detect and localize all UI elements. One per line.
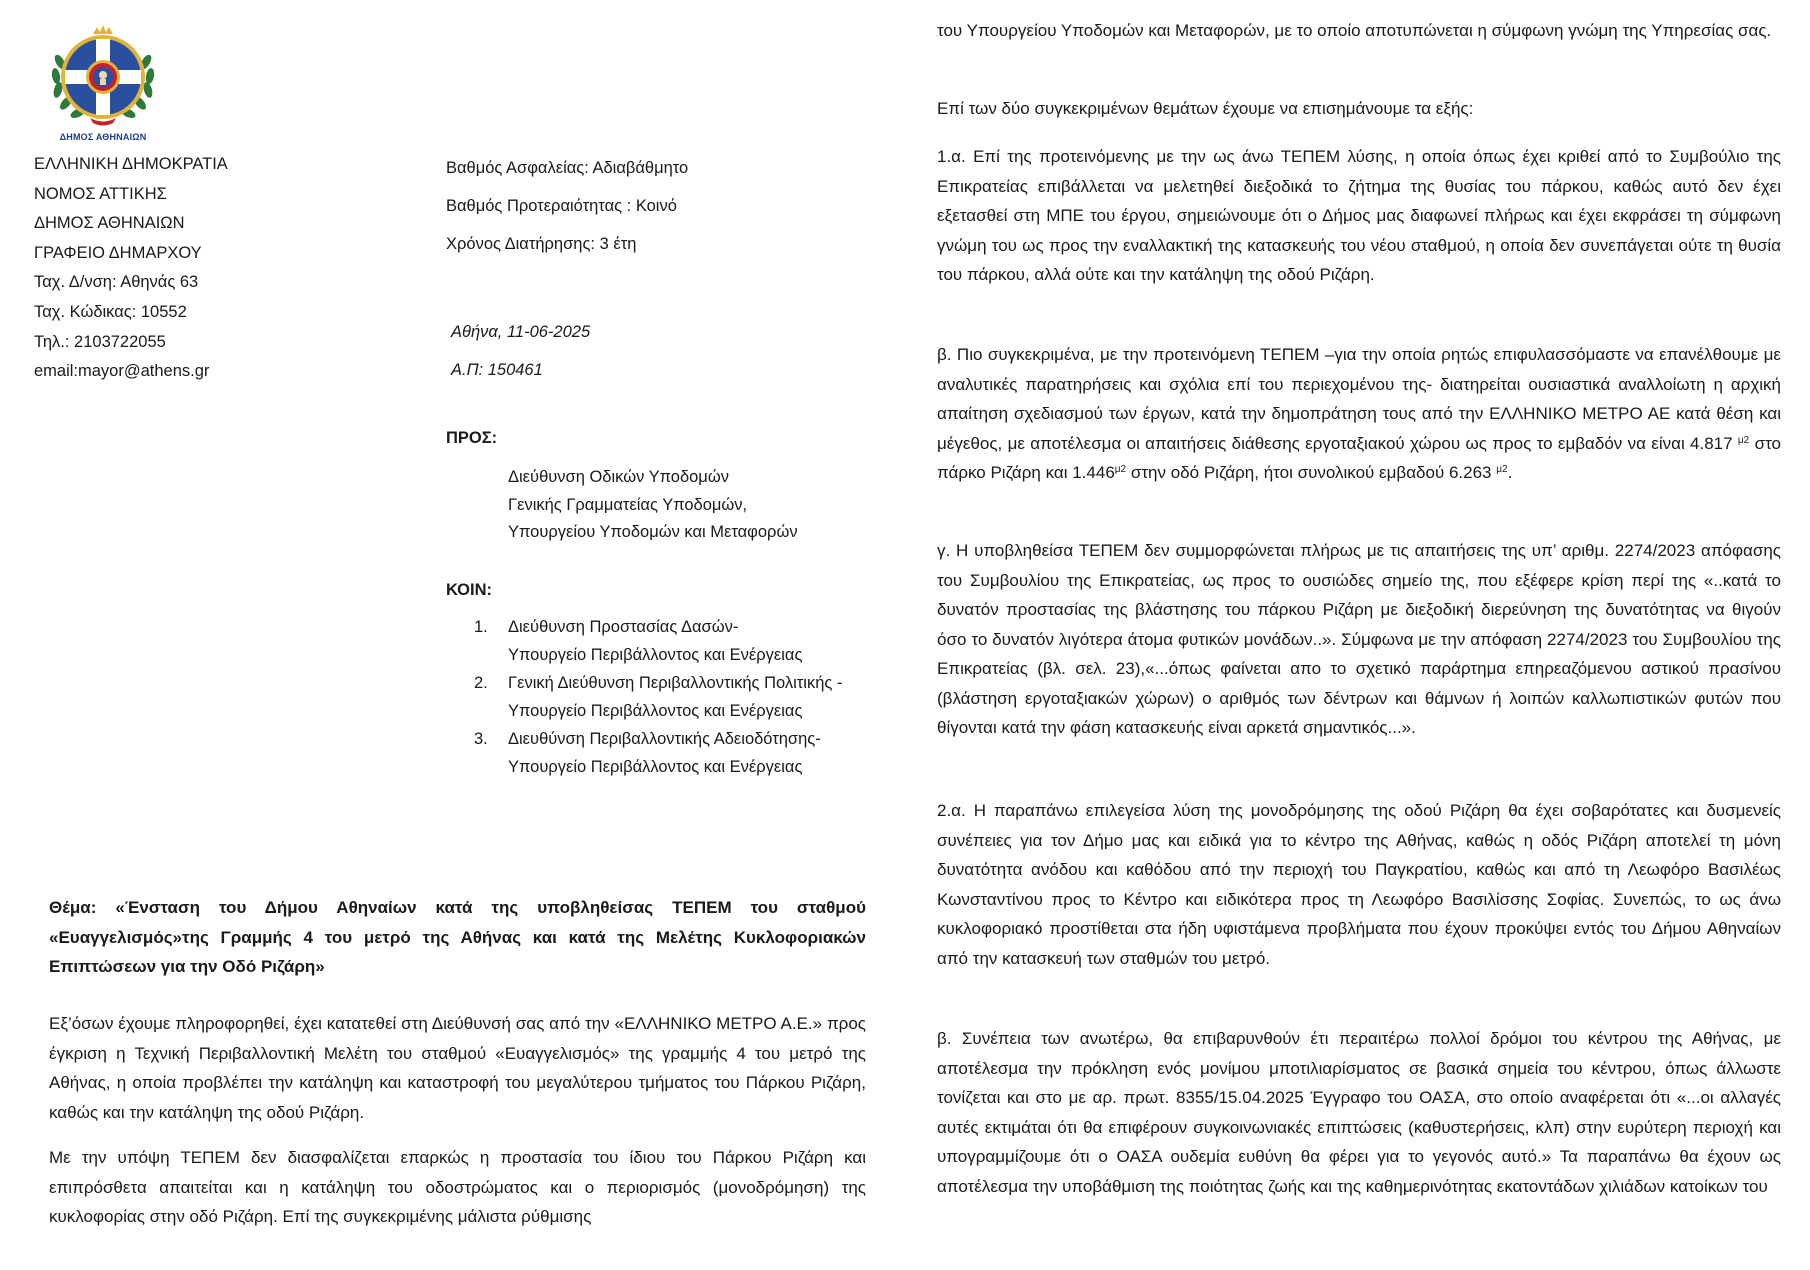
cc-item-line: Υπουργείο Περιβάλλοντος και Ενέργειας: [508, 701, 803, 720]
priority-level: Βαθμός Προτεραιότητας : Κοινό: [446, 197, 677, 215]
cc-item-number: 2.: [474, 674, 488, 692]
sender-line: Ταχ. Κώδικας: 10552: [34, 302, 187, 321]
recipient-line: Διεύθυνση Οδικών Υποδομών: [508, 468, 729, 486]
paragraph-text: .: [1507, 463, 1513, 482]
cc-item-line: Διευθύνση Περιβαλλοντικής Αδειοδότησης-: [508, 730, 821, 748]
protocol-number: Α.Π: 150461: [451, 361, 543, 379]
sender-block: [34, 150, 228, 387]
logo-caption: ΔΗΜΟΣ ΑΘΗΝΑΙΩΝ: [59, 132, 147, 142]
sender-line: ΔΗΜΟΣ ΑΘΗΝΑΙΩΝ: [34, 214, 185, 233]
cc-item-line: Υπουργείο Περιβάλλοντος και Ενέργειας: [508, 645, 803, 664]
cc-item-line: Διεύθυνση Προστασίας Δασών-: [508, 618, 739, 636]
paragraph-text: β. Πιο συγκεκριμένα, με την προτεινόμενη ΤΕΠΕΜ –για την οποία ρητώς επιφυλασσόμαστε να επανέλθουμε με αναλυτικές παρατηρήσεις και σχόλια επί του περιεχομένου της- διατηρείται ουσιαστικά αναλλοίωτη η αρχική απαίτηση σχεδιασμού των έργων, κατά την δημοπράτηση τους από την ΕΛΛΗΝΙΚΟ ΜΕΤΡΟ ΑΕ κατά θέση και μέγεθος, με αποτέλεσμα οι απαιτήσεις διάθεσης εργοταξιακού χώρου ως προς το εμβαδόν να είναι 4.817: [937, 345, 1781, 453]
paragraph-text: στο πάρκο Ριζάρη και 1.446: [937, 433, 1781, 482]
sender-line: Ταχ. Δ/νση: Αθηνάς 63: [34, 273, 199, 292]
body-paragraph: [937, 340, 1781, 488]
cc-item: [474, 670, 842, 725]
body-paragraph: γ. Η υποβληθείσα ΤΕΠΕΜ δεν συμμορφώνεται πλήρως με τις απαιτήσεις της υπ’ αριθμ. 2274/2023 απόφασης του Συμβουλίου της Επικρατείας, ως προς το ουσιώδες σημείο της, που εξέφερε κρίση περί της «..κατά το δυνατόν προστασίας της βλάστησης του πάρκου Ριζάρη με διεξοδική διερεύνηση της δυνατότητας να θιγούν όσο το δυνατόν λιγότερα άτομα φυτικών μονάδων..». Σύμφωνα με την απόφαση 2274/2023 του Συμβουλίου της Επικρατείας (βλ. σελ. 23),«...όπως φαίνεται απο το σχετικό παράρτημα επηρεαζόμενου αστικού πρασίνου (βλάστηση εργοταξιακών χώρων) ο αριθμός των δέντρων και θάμνων ή λοιπών καλλωπιστικών φυτών που θίγονται κατά την φάση κατασκευής είναι αρκετά σημαντικός...».: [937, 541, 1781, 737]
document-date: Αθήνα, 11-06-2025: [451, 323, 591, 341]
sender-line: ΓΡΑΦΕΙΟ ΔΗΜΑΡΧΟΥ: [34, 243, 202, 262]
body-paragraph: 2.α. Η παραπάνω επιλεγείσα λύση της μονοδρόμησης της οδού Ριζάρη θα έχει σοβαρότατες και δυσμενείς συνέπειες για τον Δήμο μας και ειδικά για το κέντρο της Αθήνας, καθώς η οδός Ριζάρη αποτελεί τη μόνη δυνατότητα ανόδου και καθόδου από την περιοχή του Παγκρατίου, καθώς και από τη Λεωφόρο Βασιλέως Κωνσταντίνου προς το Κέντρο και ειδικότερα προς τη Λεωφόρο Βασιλίσσης Σοφίας. Συνεπώς, το ως άνω κυκλοφοριακό προστίθεται στα ήδη υφιστάμενα προβλήματα που έχουν προκύψει εντός του Δήμου Αθηναίων από την κατασκευή των σταθμών του μετρό.: [937, 801, 1781, 968]
security-level: Βαθμός Ασφαλείας: Αδιαβάθμητο: [446, 159, 689, 177]
to-label: ΠΡΟΣ:: [446, 429, 498, 447]
unit-superscript: μ2: [1737, 434, 1750, 446]
to-recipients: [508, 464, 798, 547]
body-paragraph: 1.α. Επί της προτεινόμενης με την ως άνω ΤΕΠΕΜ λύσης, η οποία όπως έχει κριθεί από το Συμβούλιο της Επικρατείας επιβάλλεται να μελετηθεί διεξοδικά το ζήτημα της θυσίας του πάρκου, καθώς αυτό δεν έχει εξετασθεί στη ΜΠΕ του έργου, σημειώνουμε ότι ο Δήμος μας διαφωνεί πλήρως και έχει εκφράσει τη σύμφωνη γνώμη του ως προς την εναλλακτική της κατασκευής του νέου σταθμού, η οποία δεν συνεπάγεται ούτε τη θυσία του πάρκου, αλλά ούτε και την κατάληψη της οδού Ριζάρη.: [937, 147, 1781, 284]
body-paragraph: του Υπουργείου Υποδομών και Μεταφορών, με το οποίο αποτυπώνεται η σύμφωνη γνώμη της Υπηρεσίας σας.: [937, 21, 1772, 40]
sender-line: ΕΛΛΗΝΙΚΗ ΔΗΜΟΚΡΑΤΙΑ: [34, 155, 228, 173]
document-meta: [446, 149, 688, 263]
sender-line: ΝΟΜΟΣ ΑΤΤΙΚΗΣ: [34, 184, 167, 203]
date-block: [451, 313, 590, 389]
municipality-logo: [46, 22, 160, 142]
cc-item: [474, 614, 842, 669]
subject-line: Θέμα: «Ένσταση του Δήμου Αθηναίων κατά της υποβληθείσας ΤΕΠΕΜ του σταθμού «Ευαγγελισμός»της Γραμμής 4 του μετρό της Αθήνας και κατά της Μελέτης Κυκλοφοριακών Επιπτώσεων για την Οδό Ριζάρη»: [49, 898, 866, 976]
cc-label: ΚΟΙΝ:: [446, 581, 492, 599]
recipient-line: Υπουργείου Υποδομών και Μεταφορών: [508, 523, 798, 541]
retention-period: Χρόνος Διατήρησης: 3 έτη: [446, 235, 637, 253]
body-paragraph: Επί των δύο συγκεκριμένων θεμάτων έχουμε να επισημάνουμε τα εξής:: [937, 99, 1474, 118]
recipient-line: Γενικής Γραμματείας Υποδομών,: [508, 495, 748, 514]
body-paragraph: β. Συνέπεια των ανωτέρω, θα επιβαρυνθούν έτι περαιτέρω πολλοί δρόμοι του κέντρου της Αθήνας, με αποτέλεσμα την πρόκληση ενός μονίμου μποτιλιαρίσματος σε βασικά σημεία του κέντρου, όπως άλλωστε τονίζεται και στο με αρ. πρωτ. 8355/15.04.2025 Έγγραφο του ΟΑΣΑ, στο οποίο αναφέρεται ότι «...οι αλλαγές αυτές εκτιμάται ότι θα επιφέρουν συγκοινωνιακές επιπτώσεις (καθυστερήσεις, κλπ) στην ευρύτερη περιοχή και υπογραμμίζουμε ότι ο ΟΑΣΑ ουδεμία ευθύνη θα φέρει για το γεγονός αυτό.» Τα παραπάνω θα έχουν ως αποτέλεσμα την υποβάθμιση της ποιότητας ζωής και της καθημερινότητας εκατοντάδων χιλιάδων κατοίκων του: [937, 1029, 1781, 1196]
sender-line: Τηλ.: 2103722055: [34, 332, 166, 351]
paragraph-text: στην οδό Ριζάρη, ήτοι συνολικού εμβαδού 6.263: [1130, 463, 1492, 482]
body-paragraph: Με την υπόψη ΤΕΠΕΜ δεν διασφαλίζεται επαρκώς η προστασία του ίδιου του Πάρκου Ριζάρη και επιπρόσθετα απαιτείται και η κατάληψη του οδοστρώματος και ο περιορισμός (μονοδρόμηση) της κυκλοφορίας στην οδό Ριζάρη. Επί της συγκεκριμένης μάλιστα ρύθμισης: [49, 1148, 866, 1226]
athens-seal-icon: [46, 22, 160, 130]
cc-item-line: Γενική Διεύθυνση Περιβαλλοντικής Πολιτικής -: [508, 674, 843, 692]
sender-email: email:mayor@athens.gr: [34, 362, 210, 381]
cc-item-number: 1.: [474, 618, 488, 636]
cc-item-number: 3.: [474, 730, 488, 748]
unit-superscript: μ2: [1496, 464, 1508, 475]
cc-list: [474, 614, 842, 782]
body-paragraph: Εξ’όσων έχουμε πληροφορηθεί, έχει κατατεθεί στη Διεύθυνσή σας από την «ΕΛΛΗΝΙΚΟ ΜΕΤΡΟ Α.Ε.» προς έγκριση η Τεχνική Περιβαλλοντική Μελέτη του σταθμού «Ευαγγελισμός» της γραμμής 4 του μετρό της Αθήνας, η οποία προβλέπει την κατάληψη και καταστροφή του μεγαλύτερου τμήματος του Πάρκου Ριζάρη, καθώς και την κατάληψη της οδού Ριζάρη.: [49, 1014, 866, 1122]
cc-item-line: Υπουργείο Περιβάλλοντος και Ενέργειας: [508, 757, 803, 776]
cc-item: [474, 726, 842, 781]
unit-superscript: μ2: [1114, 464, 1127, 475]
